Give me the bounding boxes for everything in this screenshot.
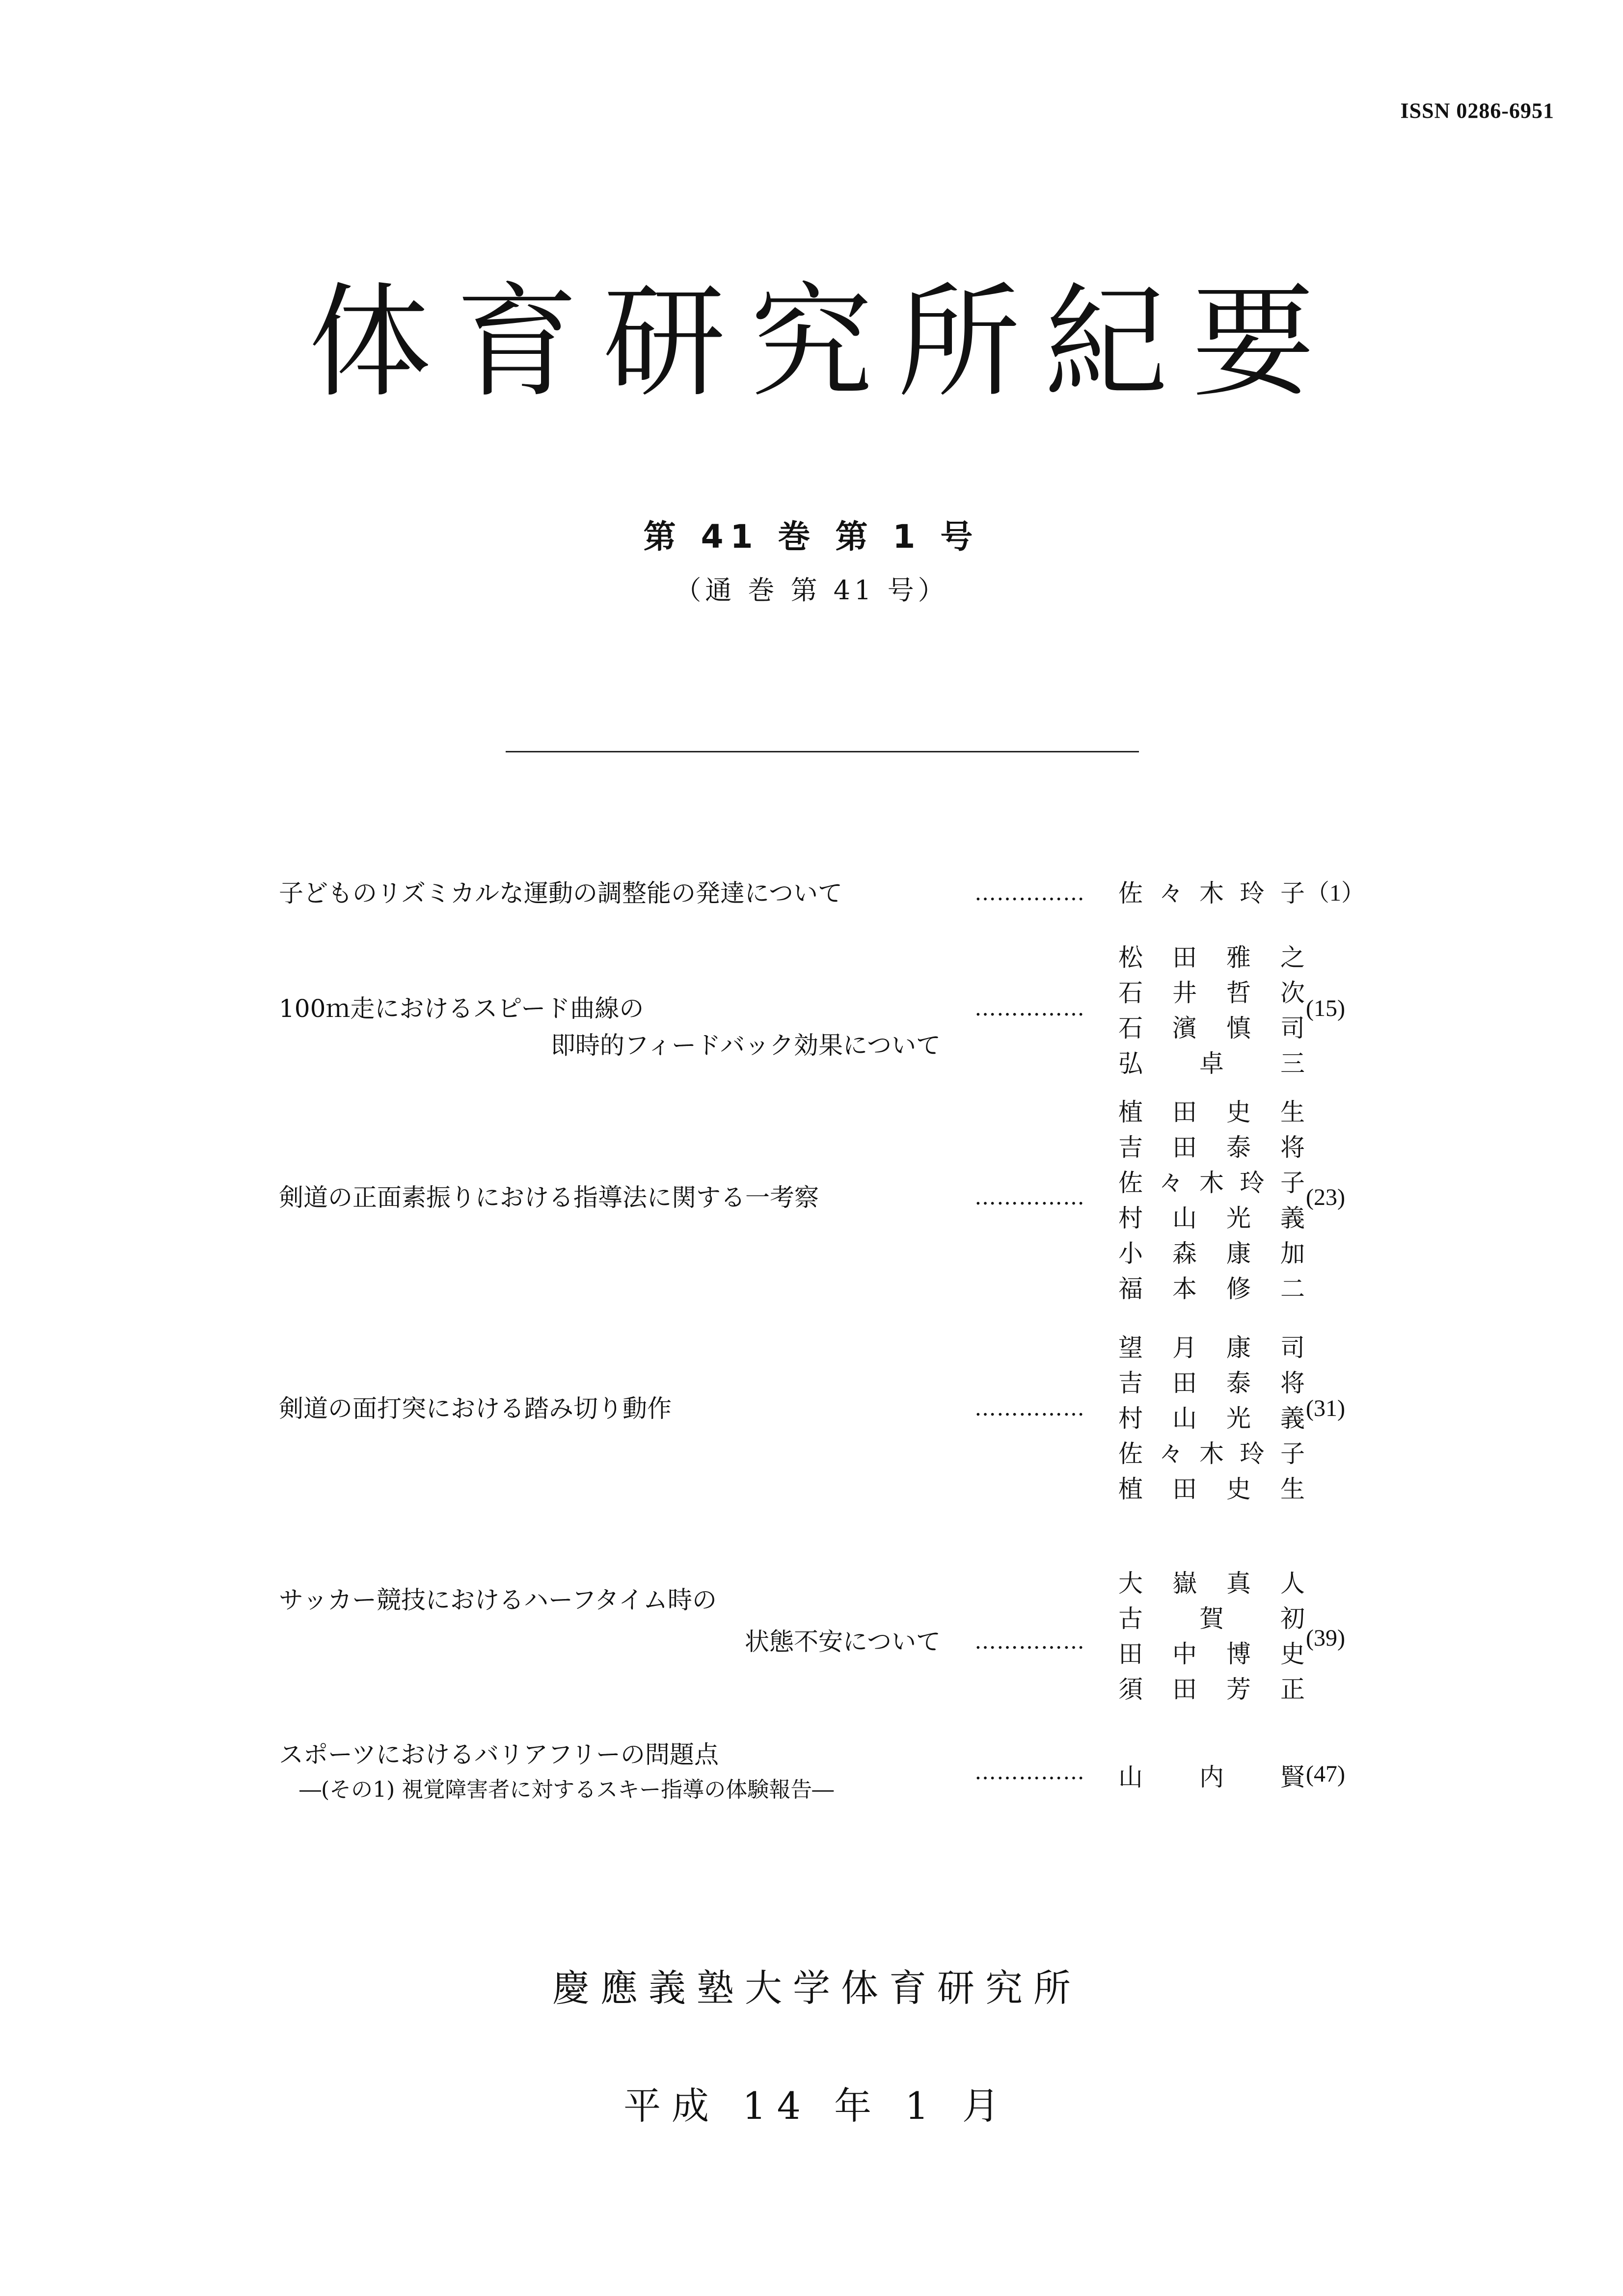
volume-number: 第 41 巻 第 1 号: [643, 518, 980, 556]
page-number: （1）: [1306, 880, 1365, 906]
entry-subtitle: ―(その1) 視覚障害者に対するスキー指導の体験報告―: [299, 1777, 834, 1802]
author-name: 村山光義: [1118, 1204, 1305, 1232]
dot-leader: ……………: [974, 996, 1085, 1021]
entry-title: 子どものリズミカルな運動の調整能の発達について: [279, 879, 842, 908]
dot-leader: ……………: [974, 1185, 1085, 1210]
author-name: 須田芳正: [1118, 1675, 1305, 1704]
dot-leader: ……………: [974, 1629, 1085, 1654]
entry-title: スポーツにおけるバリアフリーの問題点: [279, 1740, 719, 1769]
entry-title-continued: 即時的フィードバック効果について: [551, 1031, 941, 1060]
author-name: 佐々木玲子: [1118, 879, 1305, 908]
author-list: [1118, 1760, 1305, 1795]
issn-number: ISSN 0286-6951: [1400, 99, 1554, 123]
author-name: 松田雅之: [1118, 943, 1305, 972]
page-number: (31): [1306, 1395, 1345, 1421]
entry-title: 100ｍ走におけるスピード曲線の: [279, 994, 644, 1023]
author-name: 吉田泰将: [1118, 1369, 1305, 1397]
dot-leader: ……………: [974, 881, 1085, 906]
author-name: 山内賢: [1118, 1763, 1305, 1791]
author-name: 村山光義: [1118, 1404, 1305, 1433]
entry-title: サッカー競技におけるハーフタイム時の: [279, 1586, 717, 1614]
author-name: 古賀初: [1118, 1604, 1305, 1633]
author-name: 大嶽真人: [1118, 1569, 1305, 1598]
entry-title: 剣道の正面素振りにおける指導法に関する一考察: [279, 1183, 819, 1212]
author-name: 石濱慎司: [1118, 1014, 1305, 1042]
page-number: (15): [1306, 995, 1345, 1021]
author-name: 田中博史: [1118, 1640, 1305, 1668]
publisher-name: 慶應義塾大学体育研究所: [552, 1966, 1082, 2010]
author-list: [1118, 876, 1305, 911]
author-name: 石井哲次: [1118, 979, 1305, 1007]
author-name: 植田史生: [1118, 1098, 1305, 1126]
author-name: 植田史生: [1118, 1475, 1305, 1503]
author-list: [1118, 1330, 1305, 1507]
author-name: 小森康加: [1118, 1239, 1305, 1268]
dot-leader: ……………: [974, 1760, 1085, 1785]
entry-title: 剣道の面打突における踏み切り動作: [279, 1394, 672, 1423]
dot-leader: ……………: [974, 1396, 1085, 1421]
author-name: 佐々木玲子: [1118, 1440, 1305, 1468]
author-name: 福本修二: [1118, 1275, 1305, 1303]
cumulative-issue: （通 巻 第 41 号）: [675, 575, 948, 606]
page-number: (23): [1306, 1184, 1345, 1210]
entry-title-continued: 状態不安について: [745, 1628, 941, 1656]
author-list: [1118, 1566, 1305, 1707]
author-name: 弘卓三: [1118, 1049, 1305, 1078]
page-number: (39): [1306, 1625, 1345, 1651]
author-list: [1118, 1095, 1305, 1307]
author-name: 望月康司: [1118, 1334, 1305, 1362]
publication-date: 平成 14 年 1 月: [623, 2084, 1010, 2128]
author-name: 吉田泰将: [1118, 1133, 1305, 1162]
author-name: 佐々木玲子: [1118, 1169, 1305, 1197]
journal-title: 体育研究所紀要: [308, 271, 1339, 414]
page-number: (47): [1306, 1761, 1345, 1787]
author-list: [1118, 940, 1305, 1081]
